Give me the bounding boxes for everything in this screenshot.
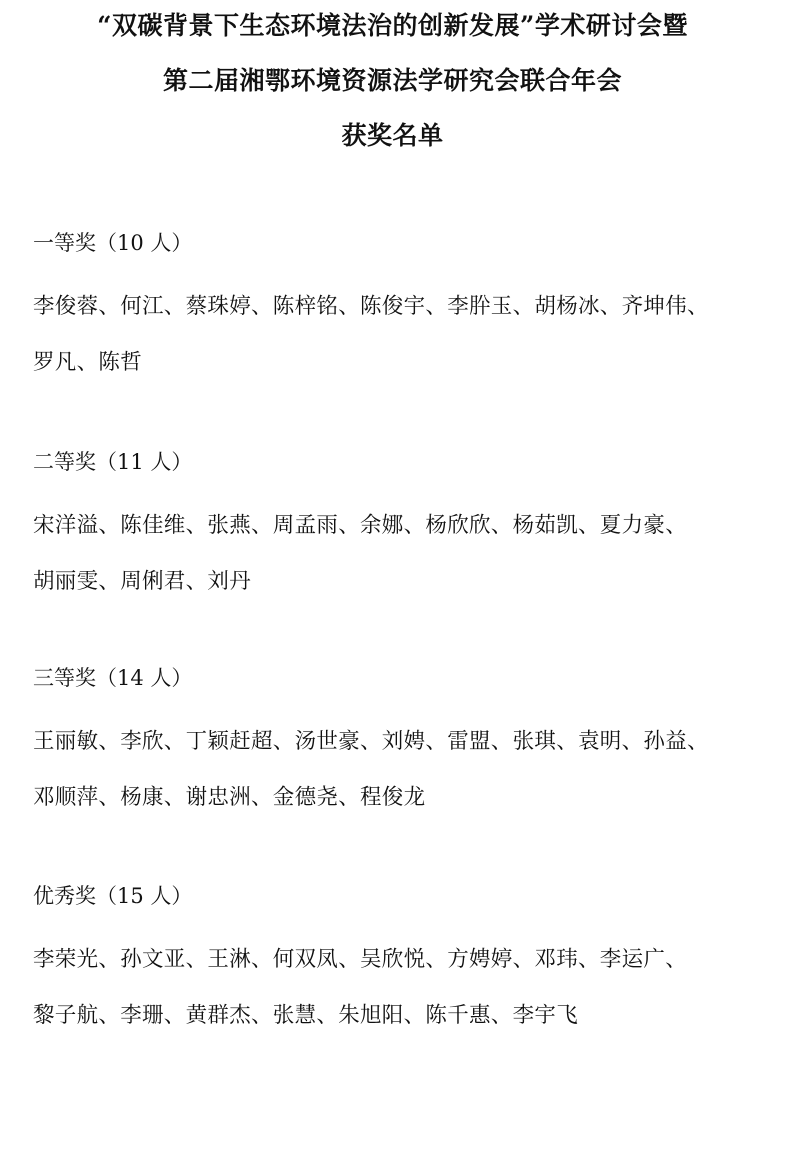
award-section-third-prize bbox=[33, 663, 768, 826]
award-names bbox=[33, 498, 768, 610]
document-title-line-1: “双碳背景下生态环境法治的创新发展”学术研讨会暨 bbox=[97, 11, 688, 40]
award-heading: 优秀奖（15 人） bbox=[33, 884, 193, 908]
award-names-line: 邓顺萍、杨康、谢忠洲、金德尧、程俊龙 bbox=[33, 785, 426, 810]
award-names-line: 黎子航、李珊、黄群杰、张慧、朱旭阳、陈千惠、李宇飞 bbox=[33, 1003, 579, 1028]
award-names-line: 李俊蓉、何江、蔡珠婷、陈梓铭、陈俊宇、李肸玉、胡杨冰、齐坤伟、 bbox=[33, 294, 709, 319]
award-names-line: 胡丽雯、周俐君、刘丹 bbox=[33, 569, 252, 594]
award-section-first-prize bbox=[33, 228, 768, 391]
award-names-line: 王丽敏、李欣、丁颖赶超、汤世豪、刘娉、雷盟、张琪、袁明、孙益、 bbox=[33, 729, 709, 754]
award-names bbox=[33, 932, 768, 1044]
award-section-second-prize bbox=[33, 447, 768, 610]
award-heading: 一等奖（10 人） bbox=[33, 231, 193, 255]
award-names bbox=[33, 279, 768, 391]
award-names bbox=[33, 714, 768, 826]
award-names-line: 宋洋溢、陈佳维、张燕、周孟雨、余娜、杨欣欣、杨茹凯、夏力豪、 bbox=[33, 513, 688, 538]
award-names-line: 罗凡、陈哲 bbox=[33, 350, 143, 375]
award-heading: 二等奖（11 人） bbox=[33, 450, 193, 474]
document-title-line-2: 第二届湘鄂环境资源法学研究会联合年会 bbox=[162, 66, 622, 95]
award-heading: 三等奖（14 人） bbox=[33, 666, 193, 690]
award-section-excellence-prize bbox=[33, 881, 768, 1044]
document-title-line-3: 获奖名单 bbox=[341, 121, 444, 150]
award-names-line: 李荣光、孙文亚、王淋、何双凤、吴欣悦、方娉婷、邓玮、李运广、 bbox=[33, 947, 688, 972]
